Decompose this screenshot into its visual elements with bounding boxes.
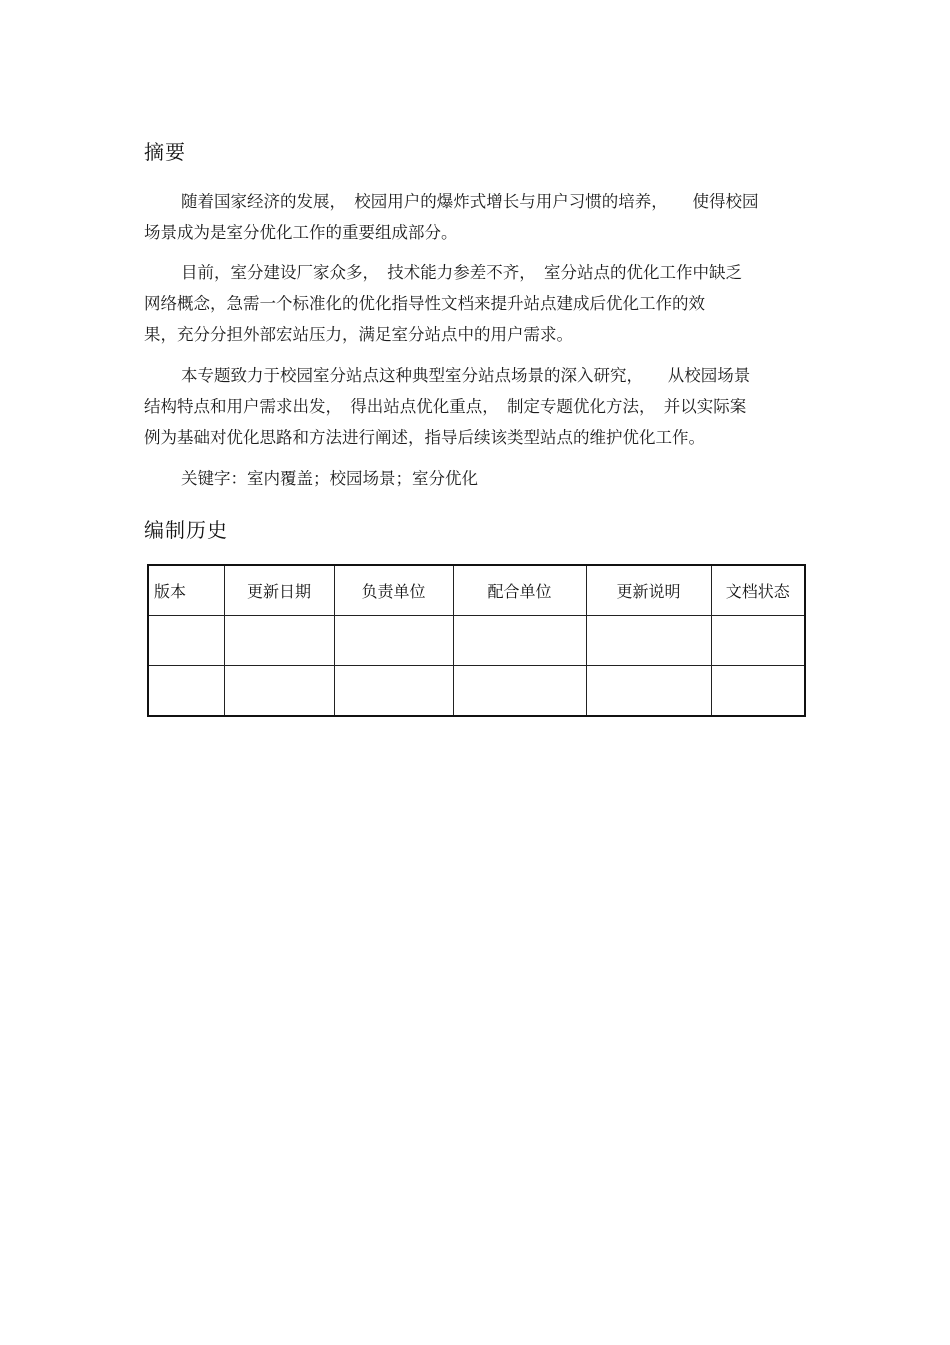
column-header-version: 版本 [148,565,224,616]
table-cell [224,666,334,717]
table-cell [453,616,586,666]
table-cell [224,616,334,666]
table-cell [711,616,805,666]
table-header-row [148,565,805,616]
revision-history-table [147,564,806,717]
keywords-line: 关键字：室内覆盖；校园场景；室分优化 [181,469,478,488]
column-header-responsible-unit: 负责单位 [334,565,453,616]
abstract-paragraph-2 [144,257,806,350]
paragraph-line: 结构特点和用户需求出发， 得出站点优化重点， 制定专题优化方法， 并以实际案 [144,397,747,416]
table-cell [711,666,805,717]
paragraph-line: 目前，室分建设厂家众多， 技术能力参差不齐， 室分站点的优化工作中缺乏 [181,263,742,282]
table-row [148,616,805,666]
table-row [148,666,805,717]
table-cell [586,666,711,717]
table-cell [334,666,453,717]
table-cell [148,616,224,666]
paragraph-line: 本专题致力于校园室分站点这种典型室分站点场景的深入研究， 从校园场景 [181,366,751,385]
column-header-cooperating-unit: 配合单位 [453,565,586,616]
table-cell [334,616,453,666]
paragraph-line: 例为基础对优化思路和方法进行阐述，指导后续该类型站点的维护优化工作。 [144,428,705,447]
table-cell [586,616,711,666]
column-header-document-status: 文档状态 [711,565,805,616]
table-cell [453,666,586,717]
abstract-paragraph-3 [144,360,806,453]
paragraph-line: 果，充分分担外部宏站压力，满足室分站点中的用户需求。 [144,325,573,344]
abstract-heading: 摘要 [144,140,186,164]
table-cell [148,666,224,717]
paragraph-line: 场景成为是室分优化工作的重要组成部分。 [144,223,458,242]
abstract-paragraph-1 [144,186,806,248]
paragraph-line: 网络概念，急需一个标准化的优化指导性文档来提升站点建成后优化工作的效 [144,294,705,313]
keywords-paragraph [144,463,806,494]
column-header-update-notes: 更新说明 [586,565,711,616]
history-heading: 编制历史 [144,518,228,542]
paragraph-line: 随着国家经济的发展， 校园用户的爆炸式增长与用户习惯的培养， 使得校园 [181,192,759,211]
column-header-update-date: 更新日期 [224,565,334,616]
